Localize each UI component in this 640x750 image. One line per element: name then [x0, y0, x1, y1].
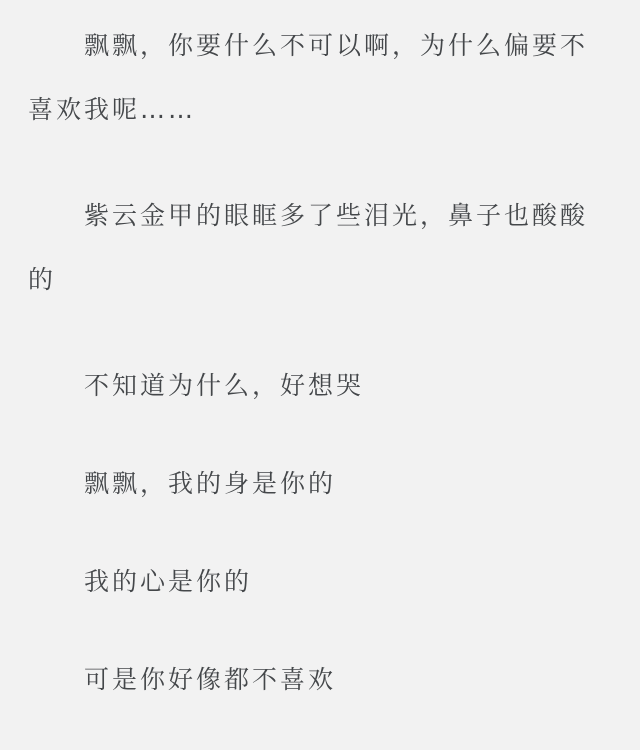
paragraph: 我的心是你的 [84, 567, 253, 596]
paragraph: 飘飘，你要什么不可以啊，为什么偏要不喜欢我呢…… [28, 31, 589, 124]
paragraph: 可是你好像都不喜欢 [84, 665, 337, 694]
paragraph: 飘飘，我的身是你的 [84, 469, 337, 498]
paragraph: 紫云金甲的眼眶多了些泪光，鼻子也酸酸的 [28, 201, 589, 294]
paragraph: 不知道为什么，好想哭 [84, 371, 365, 400]
